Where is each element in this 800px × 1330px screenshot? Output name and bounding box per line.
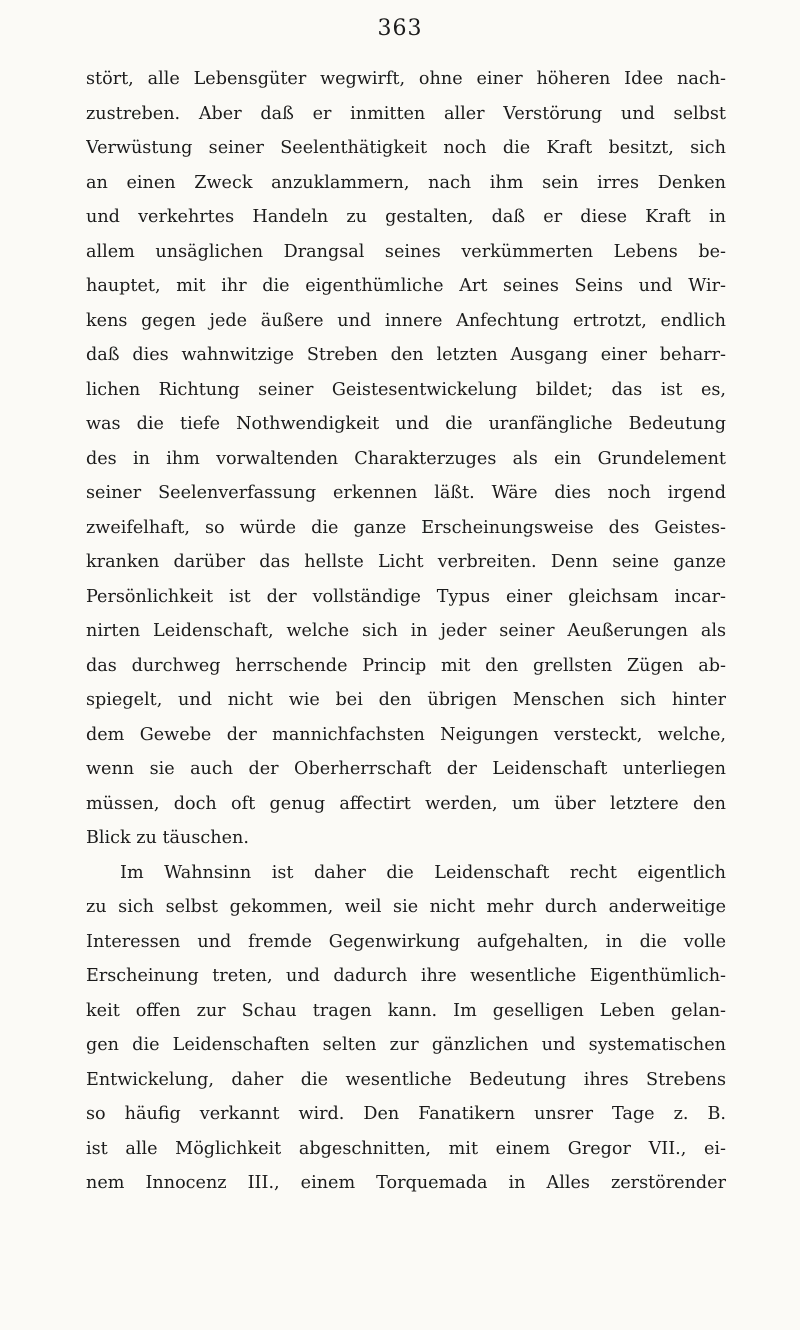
text-line: ist alle Möglichkeit abgeschnitten, mit einem Gregor VII., ei-	[86, 1138, 726, 1159]
text-line: wenn sie auch der Oberherrschaft der Leidenschaft unterliegen	[86, 759, 726, 779]
text-line: zu sich selbst gekommen, weil sie nicht mehr durch anderweitige	[86, 897, 726, 917]
text-line: Erscheinung treten, und dadurch ihre wesentliche Eigenthümlich-	[86, 966, 726, 986]
text-line: spiegelt, und nicht wie bei den übrigen Menschen sich hinter	[86, 690, 726, 710]
text-line: allem unsäglichen Drangsal seines verkümmerten Lebens be-	[86, 241, 726, 262]
text-line: nirten Leidenschaft, welche sich in jeder seiner Aeußerungen als	[86, 621, 726, 641]
text-line: an einen Zweck anzuklammern, nach ihm sein irres Denken	[86, 172, 726, 193]
text-line: Im Wahnsinn ist daher die Leidenschaft recht eigentlich	[120, 862, 726, 883]
text-line: keit offen zur Schau tragen kann. Im geselligen Leben gelan-	[86, 1000, 726, 1021]
text-line: stört, alle Lebensgüter wegwirft, ohne einer höheren Idee nach-	[86, 69, 726, 89]
text-line: nem Innocenz III., einem Torquemada in Alles zerstörender	[86, 1173, 726, 1193]
text-line: was die tiefe Nothwendigkeit und die uranfängliche Bedeutung	[86, 414, 726, 434]
text-line: Blick zu täuschen.	[86, 828, 249, 848]
text-line: so häufig verkannt wird. Den Fanatikern unsrer Tage z. B.	[86, 1104, 726, 1124]
page-number: 363	[377, 16, 423, 41]
text-line: Verwüstung seiner Seelenthätigkeit noch die Kraft besitzt, sich	[86, 138, 726, 158]
text-line: und verkehrtes Handeln zu gestalten, daß er diese Kraft in	[86, 207, 726, 227]
text-line: seiner Seelenverfassung erkennen läßt. Wäre dies noch irgend	[86, 483, 726, 503]
text-line: müssen, doch oft genug affectirt werden, um über letztere den	[86, 793, 726, 814]
paragraph-2	[86, 856, 726, 1201]
text-line: zustreben. Aber daß er inmitten aller Verstörung und selbst	[86, 103, 726, 124]
text-line: hauptet, mit ihr die eigenthümliche Art seines Seins und Wir-	[86, 276, 726, 296]
paragraph-1	[86, 62, 726, 856]
text-line: das durchweg herrschende Princip mit den grellsten Zügen ab-	[86, 655, 726, 676]
text-line: dem Gewebe der mannichfachsten Neigungen versteckt, welche,	[86, 724, 726, 745]
text-line: Entwickelung, daher die wesentliche Bedeutung ihres Strebens	[86, 1069, 726, 1090]
text-line: Interessen und fremde Gegenwirkung aufgehalten, in die volle	[86, 931, 726, 952]
text-line: des in ihm vorwaltenden Charakterzuges als ein Grundelement	[86, 448, 726, 469]
text-line: Persönlichkeit ist der vollständige Typus einer gleichsam incar-	[86, 586, 726, 607]
text-line: kranken darüber das hellste Licht verbreiten. Denn seine ganze	[86, 552, 726, 572]
text-line: gen die Leidenschaften selten zur gänzlichen und systematischen	[86, 1035, 726, 1055]
text-line: lichen Richtung seiner Geistesentwickelung bildet; das ist es,	[86, 379, 726, 400]
text-line: zweifelhaft, so würde die ganze Erscheinungsweise des Geistes-	[86, 517, 726, 538]
text-line: kens gegen jede äußere und innere Anfechtung ertrotzt, endlich	[86, 310, 726, 331]
body-text	[86, 62, 726, 1201]
text-line: daß dies wahnwitzige Streben den letzten Ausgang einer beharr-	[86, 345, 726, 365]
